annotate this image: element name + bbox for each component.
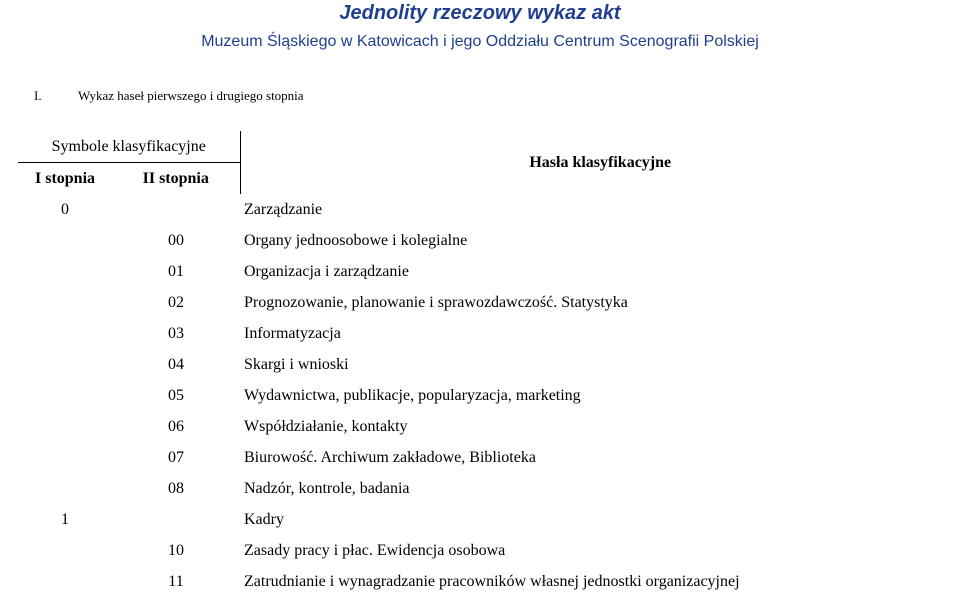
- section-number: I.: [34, 88, 42, 103]
- level1-symbol: [18, 225, 112, 256]
- table-row: [18, 287, 960, 318]
- table-row: [18, 566, 960, 597]
- classification-term: Kadry: [244, 510, 284, 528]
- level2-symbol: 05: [168, 386, 184, 404]
- level1-symbol: [18, 566, 112, 597]
- table-row: [18, 194, 960, 225]
- level1-symbol: 0: [61, 200, 69, 218]
- document-title: Jednolity rzeczowy wykaz akt: [339, 2, 621, 24]
- level1-symbol: [18, 411, 112, 442]
- classification-term: Biurowość. Archiwum zakładowe, Biblioteka: [244, 448, 536, 466]
- table-row: [18, 473, 960, 504]
- table-row: [18, 535, 960, 566]
- level1-symbol: [18, 287, 112, 318]
- level1-symbol: [18, 473, 112, 504]
- level1-symbol: [18, 380, 112, 411]
- classification-term: Organy jednoosobowe i kolegialne: [244, 231, 468, 249]
- classification-table: [18, 131, 960, 597]
- symbols-header: Symbole klasyfikacyjne: [18, 131, 240, 163]
- level2-symbol: 03: [168, 324, 184, 342]
- level2-symbol: [112, 504, 240, 535]
- level2-symbol: 02: [168, 293, 184, 311]
- level2-symbol: 06: [168, 417, 184, 435]
- table-row: [18, 256, 960, 287]
- table-row: [18, 349, 960, 380]
- section-title: Wykaz haseł pierwszego i drugiego stopnia: [78, 88, 304, 103]
- table-row: [18, 442, 960, 473]
- level2-symbol: 01: [168, 262, 184, 280]
- classification-term: Zatrudnianie i wynagradzanie pracowników własnej jednostki organizacyjnej: [244, 572, 740, 590]
- classification-term: Wydawnictwa, publikacje, popularyzacja, marketing: [244, 386, 581, 404]
- table-row: [18, 318, 960, 349]
- table-header-row: [18, 131, 960, 163]
- level1-symbol: [18, 256, 112, 287]
- level2-symbol: 10: [168, 541, 184, 559]
- document-subtitle: Muzeum Śląskiego w Katowicach i jego Oddziału Centrum Scenografii Polskiej: [201, 33, 759, 50]
- classification-term: Organizacja i zarządzanie: [244, 262, 409, 280]
- level2-symbol: [112, 194, 240, 225]
- section-heading: [34, 87, 304, 105]
- classification-term: Współdziałanie, kontakty: [244, 417, 408, 435]
- level1-symbol: 1: [61, 510, 69, 528]
- table-row: [18, 225, 960, 256]
- level1-header: I stopnia: [34, 169, 96, 187]
- classification-term: Skargi i wnioski: [244, 355, 349, 373]
- classification-term: Zasady pracy i płac. Ewidencja osobowa: [244, 541, 506, 559]
- terms-header: Hasła klasyfikacyjne: [240, 131, 960, 194]
- table-row: [18, 504, 960, 535]
- table-row: [18, 380, 960, 411]
- classification-term: Informatyzacja: [244, 324, 341, 342]
- level2-symbol: 11: [168, 572, 184, 590]
- level1-symbol: [18, 318, 112, 349]
- classification-term: Nadzór, kontrole, badania: [244, 479, 410, 497]
- table-row: [18, 411, 960, 442]
- level2-header: II stopnia: [112, 163, 240, 195]
- classification-term: Prognozowanie, planowanie i sprawozdawczość. Statystyka: [244, 293, 628, 311]
- level2-symbol: 00: [168, 231, 184, 249]
- level2-symbol: 07: [168, 448, 184, 466]
- level1-symbol: [18, 349, 112, 380]
- level2-symbol: 04: [168, 355, 184, 373]
- level2-symbol: 08: [168, 479, 184, 497]
- classification-term: Zarządzanie: [244, 200, 323, 218]
- level1-symbol: [18, 442, 112, 473]
- level1-symbol: [18, 535, 112, 566]
